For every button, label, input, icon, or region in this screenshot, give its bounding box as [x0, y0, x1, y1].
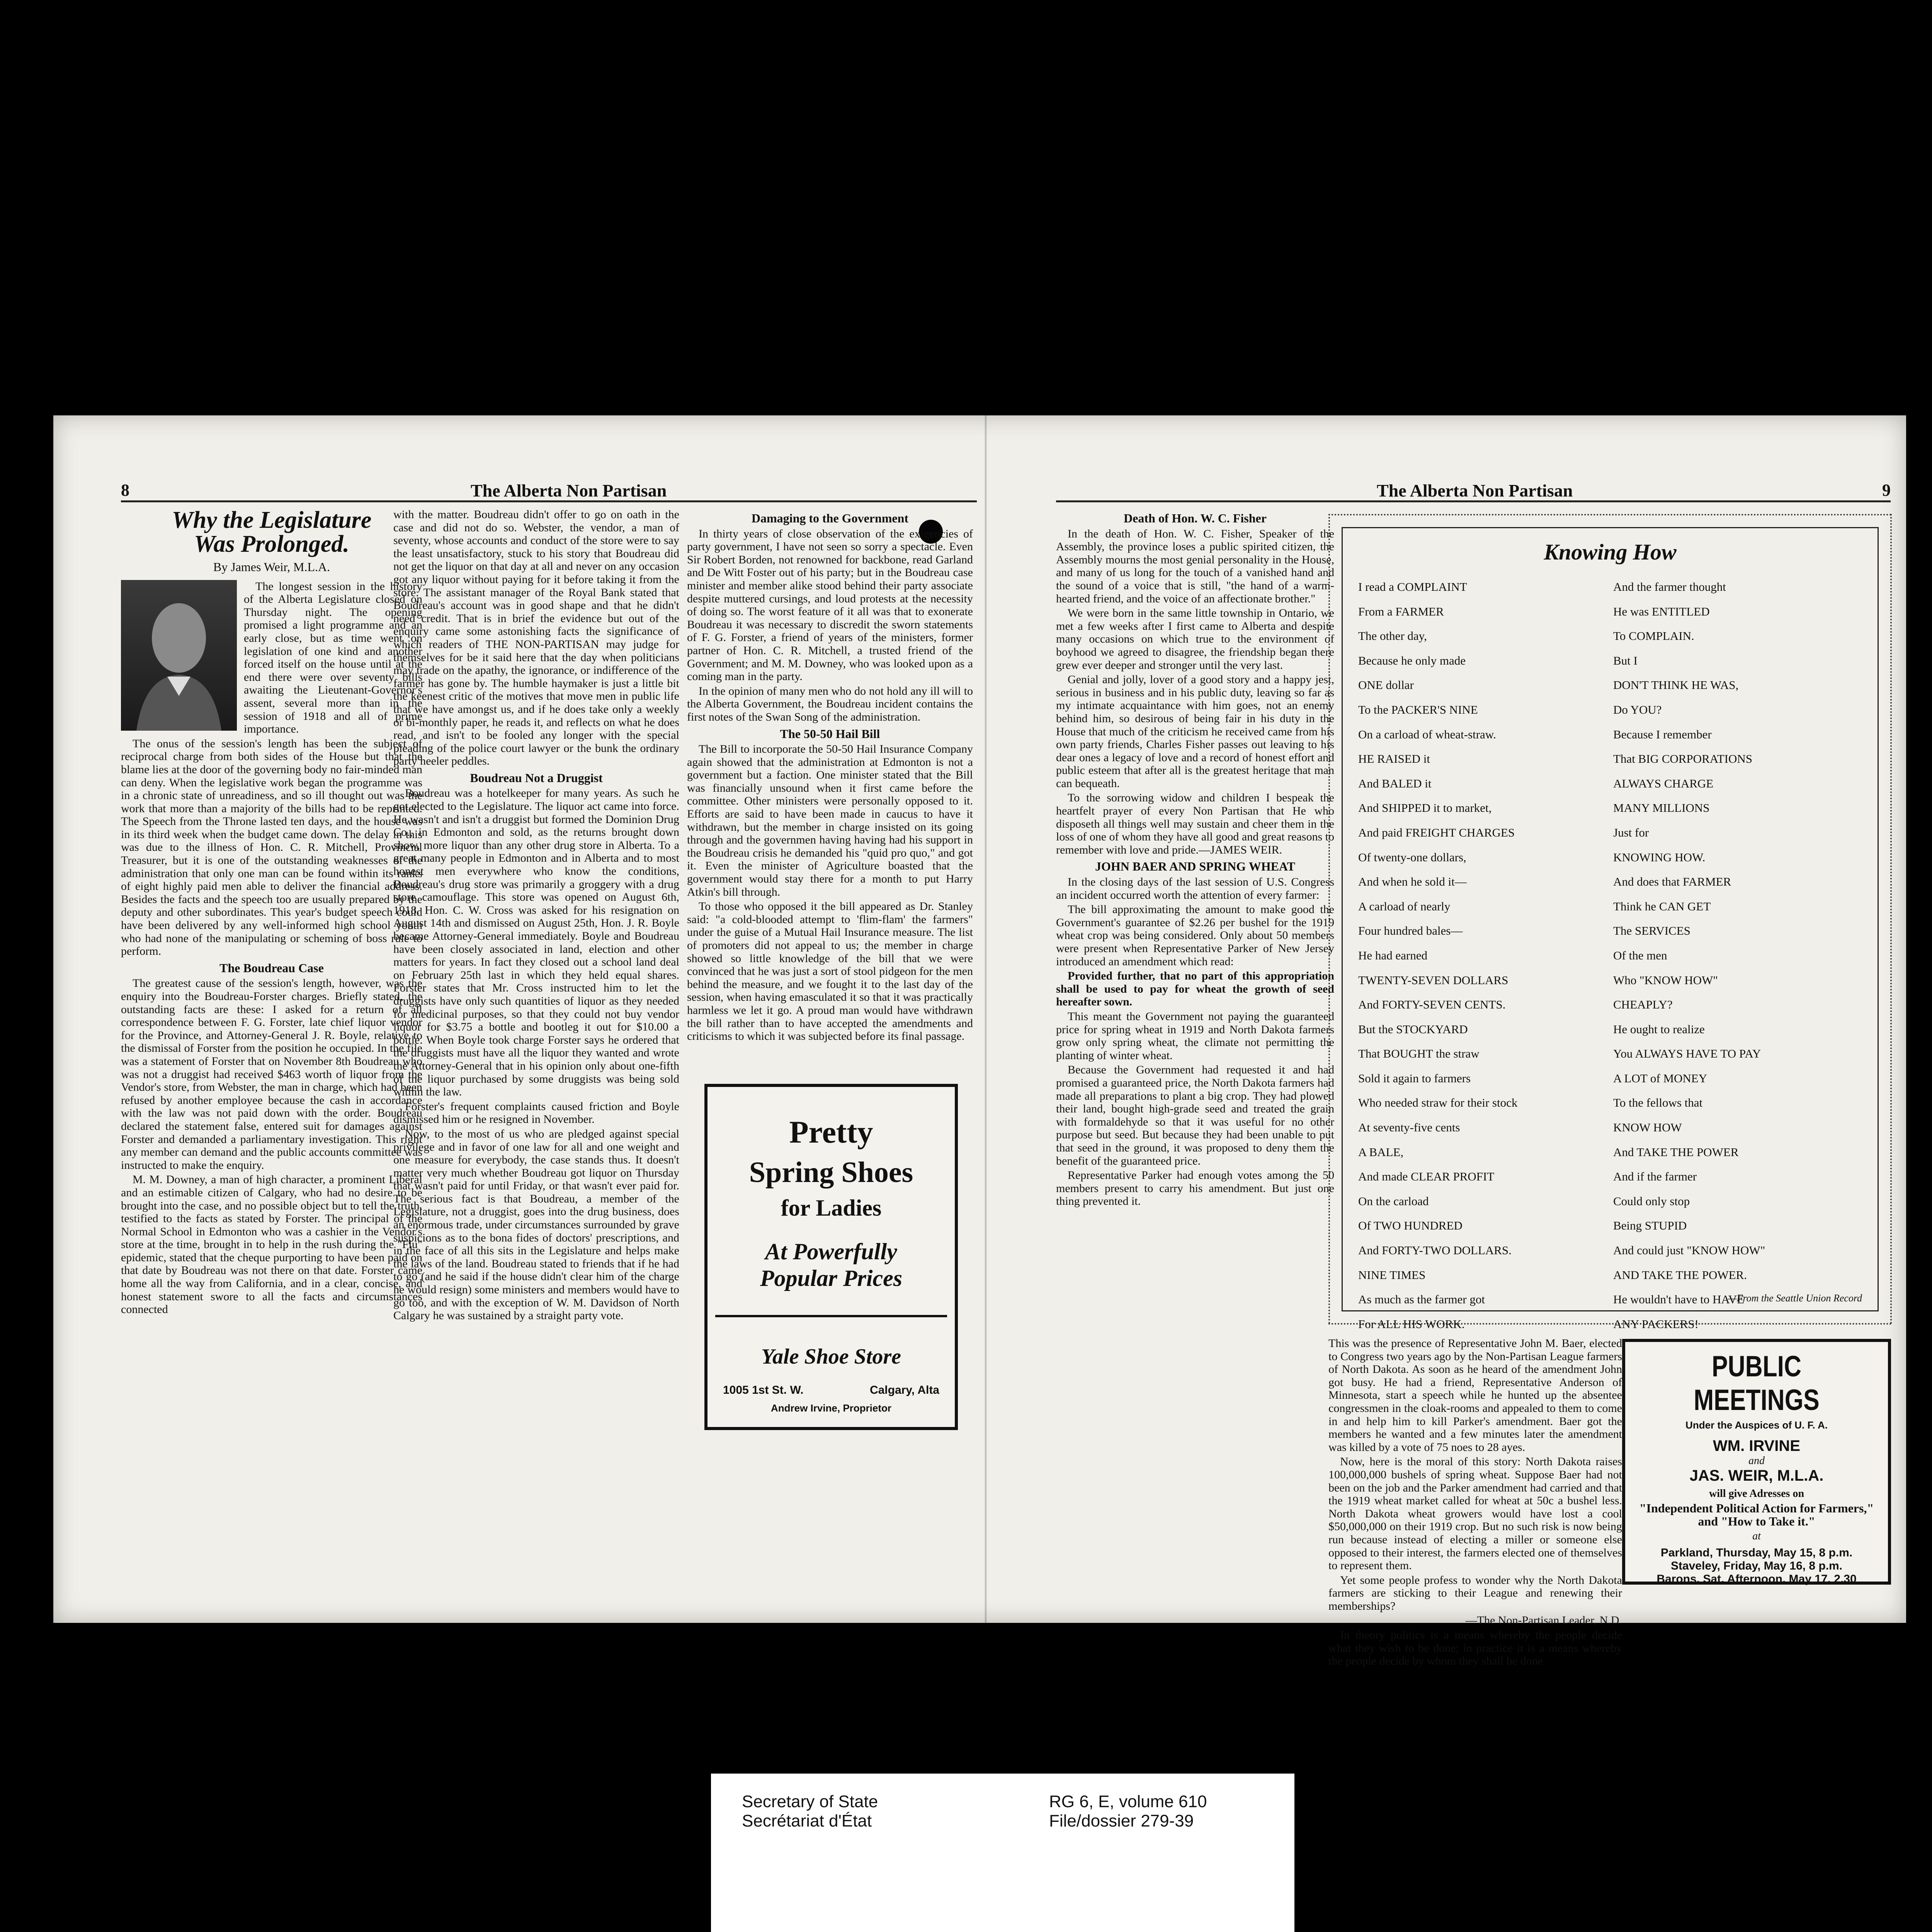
paragraph: Because the Government had requested it and had promised a guaranteed price, the North Dakota farmers had made all preparations to plant a big crop. They had plowed their land, bought high-grade seed and treated the grain with formaldehyde so that it was useful for no other purpose but seed. But because they had been unable to put that seed in the ground, it was proposed to deny them the benefit of the guaranteed price. [1056, 1063, 1334, 1167]
poem-line: And when he sold it— [1358, 875, 1467, 889]
headline-line: Was Prolonged. [194, 531, 349, 557]
poem-line: And could just "KNOW HOW" [1613, 1243, 1765, 1257]
ad-address-row [723, 1384, 939, 1397]
paragraph: In theory politics is a means whereby the people decide what they wish to be done; in practice it is a means whereby the people decide by whom they shall be done. [1328, 1629, 1622, 1668]
paragraph: Genial and jolly, lover of a good story and a happy jest, serious in business and in his public duty, leaving so far as my intimate acquaintance with him goes, not an enemy behind him, so desirous of being fair in his duty in the House that much of the criticism he received came from his own party friends, Charles Fisher passes out leaving to his dear ones a legacy of love and a record of honest effort and public esteem that after all is the greatest heritage that man can bequeath. [1056, 673, 1334, 790]
poem-line: And SHIPPED it to market, [1358, 801, 1492, 815]
poem-line: That BOUGHT the straw [1358, 1047, 1480, 1061]
subheading: Boudreau Not a Druggist [470, 770, 603, 785]
poem-credit: —From the Seattle Union Record [1728, 1293, 1862, 1304]
poem-line: On the carload [1358, 1194, 1429, 1208]
poem-line: A carload of nearly [1358, 899, 1451, 913]
ad-line: Spring Shoes [749, 1156, 913, 1189]
article-headline: JOHN BAER AND SPRING WHEAT [1095, 859, 1295, 874]
paragraph: Now, to the most of us who are pledged against special privilege and in favor of one law for all and one weight and one measure for everybody, the case stands thus. It doesn't matter very much whether Boudreau got liquor on Thursday that wasn't paid for until Friday, or that wasn't ever paid for. The serious fact is that Boudreau, a member of the Legislature, not a druggist, goes into the drug business, does an enormous trade, under circumstances surrounded by grave suspicions as to the bona fides of doctors' prescriptions, and in the face of all this sits in the Legislature and helps make the laws of the land. Boudreau stated to friends that if he had to go (and he said if the house didn't clear him of the charge he would resign) some ministers and members would have to go too, and with the exception of W. M. Davidson of North Calgary he was sustained by a straight party vote. [393, 1127, 679, 1322]
article-headline: Death of Hon. W. C. Fisher [1124, 511, 1267, 525]
poem-line: That BIG CORPORATIONS [1613, 752, 1752, 766]
poem-line: KNOW HOW [1613, 1121, 1682, 1134]
paragraph: The onus of the session's length has been the subject of reciprocal charge from both sides of the House but that the blame lies at the door of the governing body no fair-minded man can deny. When the legislative work began the programme was in a chronic state of unreadiness, and so ill thought out was the work that more than a majority of the bills had to be reprinted. The Speech from the Throne lasted ten days, and the house was in its third week when the budget came down. The delay in this was due to the illness of Hon. C. R. Mitchell, Provincial Treasurer, but it is one of the outstanding weaknesses of the administration that only one man can be found within its ranks of eight highly paid men able to deliver the financial address. Besides the facts and the speech too are usually prepared by the deputy and other subordinates. This year's budget speech could have been delivered by any well-informed high school youth who had none of the manipulating or scheming of boss rule to perform. [121, 737, 422, 958]
archive-reference-label [711, 1774, 1294, 1932]
headline-line: Why the Legislature [172, 507, 372, 533]
source-credit: —The Non-Partisan Leader, N.D. [1465, 1614, 1622, 1627]
poem-line: Four hundred bales— [1358, 924, 1463, 938]
ad-line: Pretty [789, 1114, 873, 1150]
ad-public-meetings [1622, 1339, 1891, 1585]
poem-line: But the STOCKYARD [1358, 1022, 1468, 1036]
poem-line: KNOWING HOW. [1613, 850, 1706, 864]
paragraph: To those who opposed it the bill appeared as Dr. Stanley said: "a cold-blooded attempt to 'flim-flam' the farmers" under the guise of a Mutual Hail Insurance measure. The list of promoters did not appeal to us; the member in charge showed so little knowledge of the bill that we were convinced that he was just a sort of stool pidgeon for the men behind the measure, and we fought it to the last day of the session, when having emasculated it so that it was practically harmless we let it go. A proud man would have withdrawn the bill rather than to have accepted the amendments and criticisms to which it was subjected before its final passage. [687, 900, 973, 1043]
ad-speaker: JAS. WEIR, M.L.A. [1689, 1467, 1824, 1484]
poem-line: To COMPLAIN. [1613, 629, 1694, 643]
poem-line: Of TWO HUNDRED [1358, 1219, 1463, 1233]
ad-conjunction: and [1748, 1455, 1765, 1467]
ad-text: at [1752, 1530, 1761, 1542]
subheading: The Boudreau Case [219, 961, 324, 975]
ad-address: 1005 1st St. W. [723, 1384, 804, 1396]
article-headline [121, 508, 422, 556]
paragraph: This was the presence of Representative John M. Baer, elected to Congress two years ago by the Non-Partisan League farmers of North Dakota. As soon as he heard of the amendment John got busy. He had a friend, Representative Anderson of Minnesota, start a speech while he hunted up the absentee congressmen in the cloak-rooms and appealed to them to come in and help him to kill Parker's amendment. Baer got the members he wanted and a few minutes later the amendment was killed by a vote of 75 noes to 28 ayes. [1328, 1337, 1622, 1454]
article-column4 [1056, 508, 1334, 1575]
poem-line: Think he CAN GET [1613, 899, 1711, 913]
poem-line: And paid FREIGHT CHARGES [1358, 825, 1515, 839]
article-legislature-col2 [393, 508, 679, 1578]
poem-column-right [1613, 575, 1861, 1336]
paragraph: Yet some people profess to wonder why the North Dakota farmers are sticking to their League and renewing their memberships? [1328, 1573, 1622, 1612]
ad-text: will give Adresses on [1709, 1488, 1804, 1500]
poem-line: As much as the farmer got [1358, 1293, 1485, 1306]
paragraph: The bill approximating the amount to make good the Government's guarantee of $2.26 per bushel for the 1919 wheat crop was being considered. Only about 50 members were present when Representative Parker of New Jersey introduced an amendment which read: [1056, 903, 1334, 968]
poem-box [1328, 514, 1892, 1331]
byline: By James Weir, M.L.A. [213, 560, 330, 574]
poem-line: But I [1613, 653, 1638, 667]
paragraph: The Bill to incorporate the 50-50 Hail Insurance Company again showed that the administration at Edmonton is not a government but a faction. One minister stated that the Bill was financially unsound when it first came before the committee. Other ministers were personally opposed to it. Efforts are said to have been made in caucus to have it withdrawn, but the member in charge insisted on its going through and the governmen having having had his support in the Boudreau crisis he demanded his "quid pro quo," and got it. Even the minister of Agriculture boasted that the government would stay there for a month to put Harry Atkin's bill through. [687, 743, 973, 898]
article-baer-continued [1328, 1337, 1622, 1668]
subheading: Damaging to the Government [751, 511, 909, 525]
poem-line: Who "KNOW HOW" [1613, 973, 1718, 987]
poem-line: HE RAISED it [1358, 752, 1430, 766]
dept-fr: Secrétariat d'État [742, 1811, 872, 1830]
poem-line: TWENTY-SEVEN DOLLARS [1358, 973, 1509, 987]
running-head-right [1056, 477, 1891, 502]
ad-speaker: WM. IRVINE [1713, 1437, 1800, 1454]
poem-line: And does that FARMER [1613, 875, 1731, 889]
paragraph: with the matter. Boudreau didn't offer to go on oath in the case and did not do so. Webster, the vendor, a man of seventy, whose accounts and conduct of the store were to say the least unsatisfactory, stuck to his story that Boudreau did not get the liquor on that day at all and never on any occasion got any liquor without paying for it before taking it from the store. The assistant manager of the Royal Bank stated that Boudreau's account was in good shape and that he didn't need credit. That is in brief the evidence but out of the enquiry came some astonishing facts the significance of which readers of THE NON-PARTISAN may judge for themselves for be it said here that the day when politicians may trade on the apathy, the ignorance, or indifference of the farmer has gone by. The humble haymaker is just a little bit the keenest critic of the motives that move men in public life that we have amongst us, and if he does take only a weekly or bi-monthly paper, he reads it, and reflects on what he does read, and isn't to be fooled any longer with the special pleading of the police court lawyer or the bunk the ordinary party heeler peddles. [393, 508, 679, 768]
poem-line: Could only stop [1613, 1194, 1690, 1208]
poem-line: On a carload of wheat-straw. [1358, 727, 1496, 741]
paragraph: We were born in the same little township in Ontario, we met a few weeks after I first came to Alberta and despite many occasions on which true to the environment of boyhood we agreed to disagree, the friendship began there grew ever deeper and stronger until the very last. [1056, 607, 1334, 672]
newspaper-title: The Alberta Non Partisan [471, 481, 667, 500]
poem-line: ANY PACKERS! [1613, 1317, 1699, 1331]
ad-store-name: Yale Shoe Store [761, 1345, 901, 1369]
poem-line: At seventy-five cents [1358, 1121, 1460, 1134]
paragraph: In the death of Hon. W. C. Fisher, Speaker of the Assembly, the province loses a public spirited citizen, the Assembly mourns the most genial personality in the House, and many of us long for the touch of a vanished hand and the sound of a voice that is still, "the hand of a warm-hearted friend, and the voice of an affectionate brother." [1056, 527, 1334, 605]
poem-line: I read a COMPLAINT [1358, 580, 1467, 594]
poem-line: He had earned [1358, 948, 1428, 962]
poem-line: He was ENTITLED [1613, 604, 1710, 618]
archive-reference: RG 6, E, volume 610 [1049, 1792, 1207, 1811]
paragraph: To the sorrowing widow and children I bespeak the heartfelt prayer of every Non Partisan that He who disposeth all things well may sustain and cheer them in the loss of one of whom they have all good and great reasons to remember with love and pride.—JAMES WEIR. [1056, 791, 1334, 856]
poem-line: For ALL HIS WORK. [1358, 1317, 1465, 1331]
poem-line: Because he only made [1358, 653, 1466, 667]
poem-line: MANY MILLIONS [1613, 801, 1710, 815]
paragraph: In the opinion of many men who do not hold any ill will to the Alberta Government, the Boudreau incident contains the first notes of the Swan Song of the administration. [687, 684, 973, 723]
ad-topic: "Independent Political Action for Farmers," and "How to Take it." [1639, 1501, 1874, 1528]
poem-line: ALWAYS CHARGE [1613, 776, 1714, 790]
ad-proprietor: Andrew Irvine, Proprietor [770, 1402, 892, 1414]
poem-column-left [1358, 575, 1605, 1336]
poem-line: To the PACKER'S NINE [1358, 702, 1478, 716]
page-number: 8 [121, 481, 129, 500]
poem-line: Of twenty-one dollars, [1358, 850, 1466, 864]
ad-divider [715, 1315, 947, 1317]
poem-line: CHEAPLY? [1613, 998, 1673, 1012]
poem-frame [1342, 527, 1879, 1331]
paragraph: In thirty years of close observation of the exigencies of party government, I have not seen so sorry a spectacle. Even Sir Robert Borden, not renowned for backbone, read Garland and De Witt Foster out of his party; but in the Boudreau case minister and member alike stood behind their party associate despite muttered cursings, and loud protests at the necessity of doing so. The worst feature of it all was that to exonerate Boudreau it was necessary to discredit the sworn statements of F. G. Forster, a friend of years of the ministers, former partner of Hon. C. R. Mitchell, a trusted friend of the Government; and M. M. Downey, who was looked upon as a coming man in the party. [687, 527, 973, 683]
poem-line: Sold it again to farmers [1358, 1071, 1471, 1085]
poem-line: And the farmer thought [1613, 580, 1726, 594]
paragraph: M. M. Downey, a man of high character, a prominent Liberal and an estimable citizen of Calgary, who had no desire to be brought into the case, and no possible object but to tell the truth, testified to the facts as stated by Forster. The principal of the Normal School in Edmonton who was a cashier in the Vendor's store at the time, brought in to help in the rush during the "Flu" epidemic, stated that the cheque purporting to have been paid on that date by Boudreau was not there on that date. Forster came home all the way from California, and in a clear, concise, and honest statement swore to all the facts and circumstances connected [121, 1173, 422, 1316]
poem-line: ONE dollar [1358, 678, 1414, 692]
ad-yale-shoe-store [704, 1084, 958, 1430]
poem-line: Who needed straw for their stock [1358, 1096, 1518, 1110]
paragraph: This meant the Government not paying the guaranteed price for spring wheat in 1919 and North Dakota farmers grow only spring wheat, the climate not permitting the planting of winter wheat. [1056, 1010, 1334, 1062]
portrait-icon [121, 580, 237, 731]
poem-line: And made CLEAR PROFIT [1358, 1170, 1495, 1184]
poem-line: Just for [1613, 825, 1649, 839]
ad-title: PUBLIC MEETINGS [1694, 1350, 1820, 1417]
ad-line: At Powerfully [765, 1239, 897, 1264]
poem-line: The SERVICES [1613, 924, 1690, 938]
ad-line: for Ladies [781, 1195, 882, 1221]
poem-line: He ought to realize [1613, 1022, 1705, 1036]
ad-line: Popular Prices [760, 1265, 903, 1291]
article-column3 [687, 508, 973, 1057]
poem-line: Of the men [1613, 948, 1667, 962]
article-legislature-col1 [121, 508, 422, 1578]
poem-line: NINE TIMES [1358, 1268, 1426, 1282]
poem-line: Because I remember [1613, 727, 1712, 741]
page-gutter [985, 415, 987, 1623]
archive-reference: File/dossier 279-39 [1049, 1811, 1194, 1830]
poem-line: A LOT of MONEY [1613, 1071, 1708, 1085]
newspaper-spread [53, 415, 1906, 1668]
paragraph: Forster's frequent complaints caused friction and Boyle dismissed him or he resigned in November. [393, 1100, 679, 1126]
poem-line: Being STUPID [1613, 1219, 1687, 1233]
poem-line: AND TAKE THE POWER. [1613, 1268, 1747, 1282]
paragraph: Now, here is the moral of this story: North Dakota raises 100,000,000 bushels of spring wheat. Suppose Baer had not been on the job and the Parker amendment had carried and that the 1919 wheat market called for wheat at 50c a bushel less. North Dakota wheat growers would have lost a cool $50,000,000 on their 1919 crop. But no such risk is now being run because instead of electing a miller or someone else opposed to their interest, the farmers elected one of themselves to represent them. [1328, 1455, 1622, 1572]
poem-line: From a FARMER [1358, 604, 1444, 618]
poem-line: And TAKE THE POWER [1613, 1145, 1739, 1159]
poem-line: And if the farmer [1613, 1170, 1697, 1184]
poem-line: And FORTY-SEVEN CENTS. [1358, 998, 1506, 1012]
author-portrait [121, 580, 237, 731]
ad-auspices: Under the Auspices of U. F. A. [1685, 1419, 1828, 1431]
running-head-left [121, 477, 977, 502]
subheading: The 50-50 Hail Bill [780, 726, 880, 741]
paragraph: In the closing days of the last session of U.S. Congress an incident occurred worth the attention of every farmer: [1056, 876, 1334, 901]
ad-venue: Staveley, Friday, May 16, 8 p.m. [1670, 1560, 1843, 1572]
newspaper-title: The Alberta Non Partisan [1377, 481, 1573, 500]
poem-title: Knowing How [1544, 539, 1677, 565]
poem-line: The other day, [1358, 629, 1427, 643]
poem-line: To the fellows that [1613, 1096, 1703, 1110]
poem-line: And FORTY-TWO DOLLARS. [1358, 1243, 1512, 1257]
poem-line: Do YOU? [1613, 702, 1662, 716]
poem-line: A BALE, [1358, 1145, 1404, 1159]
quoted-amendment: Provided further, that no part of this appropriation shall be used to pay for wheat the growth of seed hereafter sown. [1056, 969, 1334, 1009]
page-number: 9 [1882, 481, 1891, 500]
ad-venue: Barons, Sat. Afternoon, May 17, 2.30 [1656, 1573, 1857, 1585]
ad-venue: Parkland, Thursday, May 15, 8 p.m. [1660, 1546, 1853, 1559]
poem-line: He wouldn't have to HAVE [1613, 1293, 1745, 1306]
dept-en: Secretary of State [742, 1792, 878, 1811]
poem-line: DON'T THINK HE WAS, [1613, 678, 1739, 692]
ad-city: Calgary, Alta [869, 1384, 939, 1396]
paragraph: The greatest cause of the session's length, however, was the enquiry into the Boudreau-Forster charges. Briefly stated, the outstanding facts are these: I asked for a return of all correspondence between F. G. Forster, late chief liquor vendor for the Province, and Attorney-General J. R. Boyle, relative to the dismissal of Forster from the position he occupied. In the file was a statement of Forster that on November 8th Boudreau who was not a druggist had received $463 worth of liquor from the Vendor's store, from Webster, the man in charge, which had been refused by another employee because the cash in accordance with the law was not paid down with the order. Boudreau declared the statement false, entered suit for damages against Forster and demanded a parliamentary investigation. This right any member can demand and the public accounts committee was instructed to make the enquiry. [121, 977, 422, 1172]
poem-line: You ALWAYS HAVE TO PAY [1613, 1047, 1761, 1061]
paragraph: Boudreau was a hotelkeeper for many years. As such he got elected to the Legislature. The liquor act came into force. He wasn't and isn't a druggist but formed the Dominion Drug Co., in Edmonton and sold, as the returns brought down show, more liquor than any other drug store in Alberta. To a great many people in Edmonton and in Alberta and to most honest men everywhere who know the conditions, Boudreau's drug store was primarily a groggery with a drug store camouflage. This store was opened on August 6th, 1918. Hon. C. W. Cross was asked for his resignation on August 14th and dismissed on August 25th, Hon. J. R. Boyle became Attorney-General immediately. Boyle and Boudreau have been closely associated in land, election and other matters for years. In fact they closed out a school land deal on February 25th last in which they held equal shares. Forster states that Mr. Cross instructed him to let the druggists have only such quantities of liquor as they needed for medicinal purposes, so that they could not buy vendor liquor for $3.75 a bottle and bootleg it out for $10.00 a bottle. When Boyle took charge Forster says he ordered that the druggists must have all the liquor they wanted and wrote the Attorney-General that in his opinion only about one-fifth of the liquor purchased by some druggists was being sold within the law. [393, 787, 679, 1099]
paragraph: The longest session in the history of the Alberta Legislature closed on Thursday night. The opening promised a light programme and an early close, but as time went on legislation of one kind and another forced itself on the house until at the end there were over seventy bills awaiting the Lieutenant-Governor's assent, several more than in the session of 1918 and all of prime importance. [244, 580, 422, 736]
paragraph: Representative Parker had enough votes among the 50 members present to carry his amendment. But just one thing prevented it. [1056, 1169, 1334, 1208]
poem-line: And BALED it [1358, 776, 1432, 790]
